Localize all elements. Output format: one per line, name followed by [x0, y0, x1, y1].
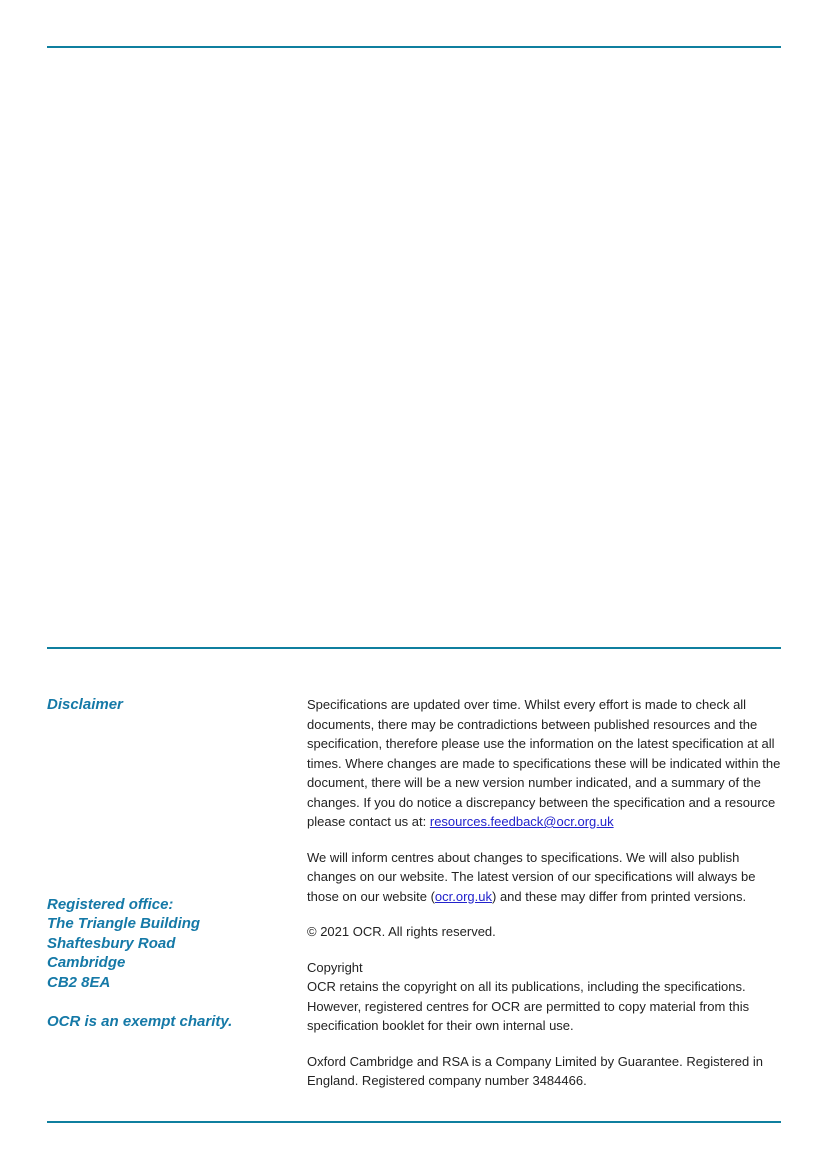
- footer-content: [47, 695, 781, 1107]
- copyright-heading: Copyright: [307, 959, 363, 975]
- address-line: CB2 8EA: [47, 973, 111, 991]
- left-column: [47, 695, 307, 1107]
- changes-text-before: We will inform centres about changes to specifications. We will also publish changes on our website. The latest version of our specifications will always be those on our website (: [307, 849, 756, 904]
- company-registration-paragraph: Oxford Cambridge and RSA is a Company Limited by Guarantee. Registered in England. Registered company number 3484466.: [307, 1053, 763, 1088]
- copyright-paragraph: OCR retains the copyright on all its publications, including the specifications. However, registered centres for OCR are permitted to copy material from this specification booklet for their own internal use.: [307, 979, 750, 1033]
- address-line: Shaftesbury Road: [47, 934, 176, 952]
- changes-paragraph: [307, 848, 781, 907]
- disclaimer-text: Specifications are updated over time. Whilst every effort is made to check all documents, there may be contradictions between published resources and the specification, therefore please use the information on the latest specification at all times. Where changes are made to specifications these will be indicated within the document, there will be a new version number indicated, and a summary of the changes. If you do notice a discrepancy between the specification and a resource please contact us at:: [307, 697, 781, 829]
- changes-text-after: ) and these may differ from printed versions.: [492, 888, 747, 904]
- registered-office-address: [47, 895, 307, 993]
- feedback-email-link[interactable]: resources.feedback@ocr.org.uk: [429, 814, 614, 829]
- address-line: Cambridge: [47, 954, 126, 971]
- address-line: The Triangle Building: [47, 915, 201, 932]
- disclaimer-paragraph: [307, 695, 781, 832]
- website-link[interactable]: ocr.org.uk: [434, 888, 492, 904]
- disclaimer-heading: Disclaimer: [47, 696, 123, 713]
- charity-note: OCR is an exempt charity.: [47, 1013, 233, 1030]
- right-column: [307, 695, 781, 1107]
- top-divider: [47, 46, 781, 48]
- address-line: Registered office:: [47, 895, 174, 913]
- bottom-divider: [47, 1121, 781, 1123]
- copyright-notice: © 2021 OCR. All rights reserved.: [307, 924, 496, 939]
- middle-divider: [47, 647, 781, 649]
